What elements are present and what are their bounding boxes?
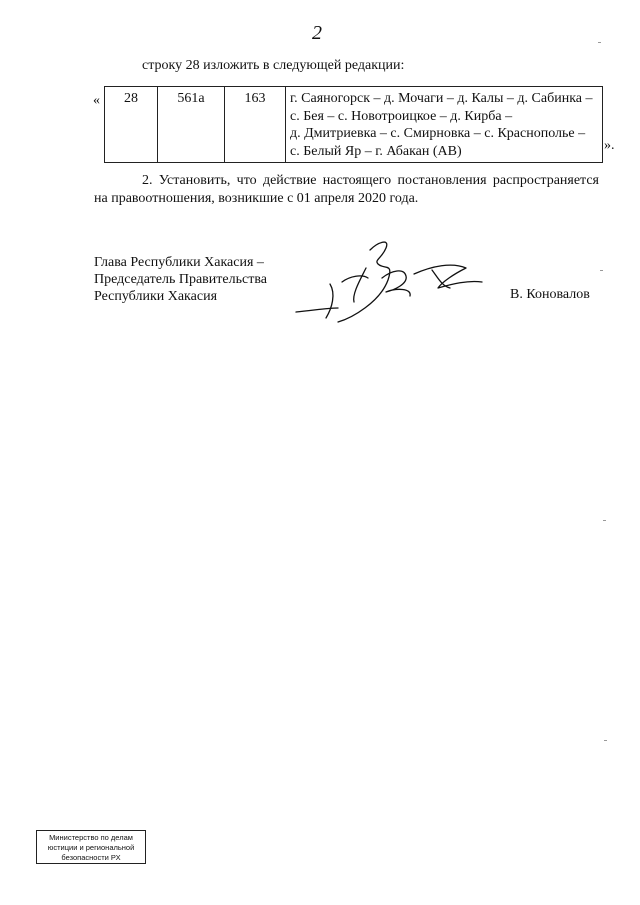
signatory-name: В. Коновалов (510, 287, 590, 302)
margin-mark (604, 740, 607, 741)
route-description-cell (286, 87, 603, 163)
stamp-line: безопасности РХ (61, 853, 121, 862)
route-table (104, 86, 603, 163)
route-line: г. Саяногорск – д. Мочаги – д. Калы – д. Сабинка – (290, 91, 593, 106)
handwritten-signature (282, 232, 492, 332)
signatory-title-line: Глава Республики Хакасия – (94, 255, 264, 270)
stamp-line: юстиции и региональной (47, 843, 135, 852)
route-line: д. Дмитриевка – с. Смирновка – с. Краснополье – (290, 126, 586, 141)
row-number-cell: 28 (105, 87, 158, 163)
margin-mark (598, 42, 601, 43)
signatory-title-line: Республики Хакасия (94, 289, 218, 304)
stamp-line: Министерство по делам (49, 833, 133, 842)
page-number: 2 (312, 22, 322, 44)
ministry-stamp (36, 830, 146, 864)
route-length-cell: 163 (225, 87, 286, 163)
route-line: с. Бея – с. Новотроицкое – д. Кирба – (290, 108, 513, 124)
signatory-title (94, 254, 267, 305)
table-row (105, 87, 603, 163)
signatory-title-line: Председатель Правительства (94, 272, 267, 287)
route-code-cell: 561а (158, 87, 225, 163)
opening-quote: « (93, 93, 100, 108)
margin-mark (603, 520, 606, 521)
closing-quote: ». (604, 138, 615, 153)
intro-text: строку 28 изложить в следующей редакции: (142, 58, 405, 73)
route-line: с. Белый Яр – г. Абакан (АВ) (290, 143, 462, 159)
paragraph-2: 2. Установить, что действие настоящего постановления распространяется на правоотношения, возникшие с 01 апреля 2020 года. (94, 173, 599, 206)
margin-mark (600, 270, 603, 271)
